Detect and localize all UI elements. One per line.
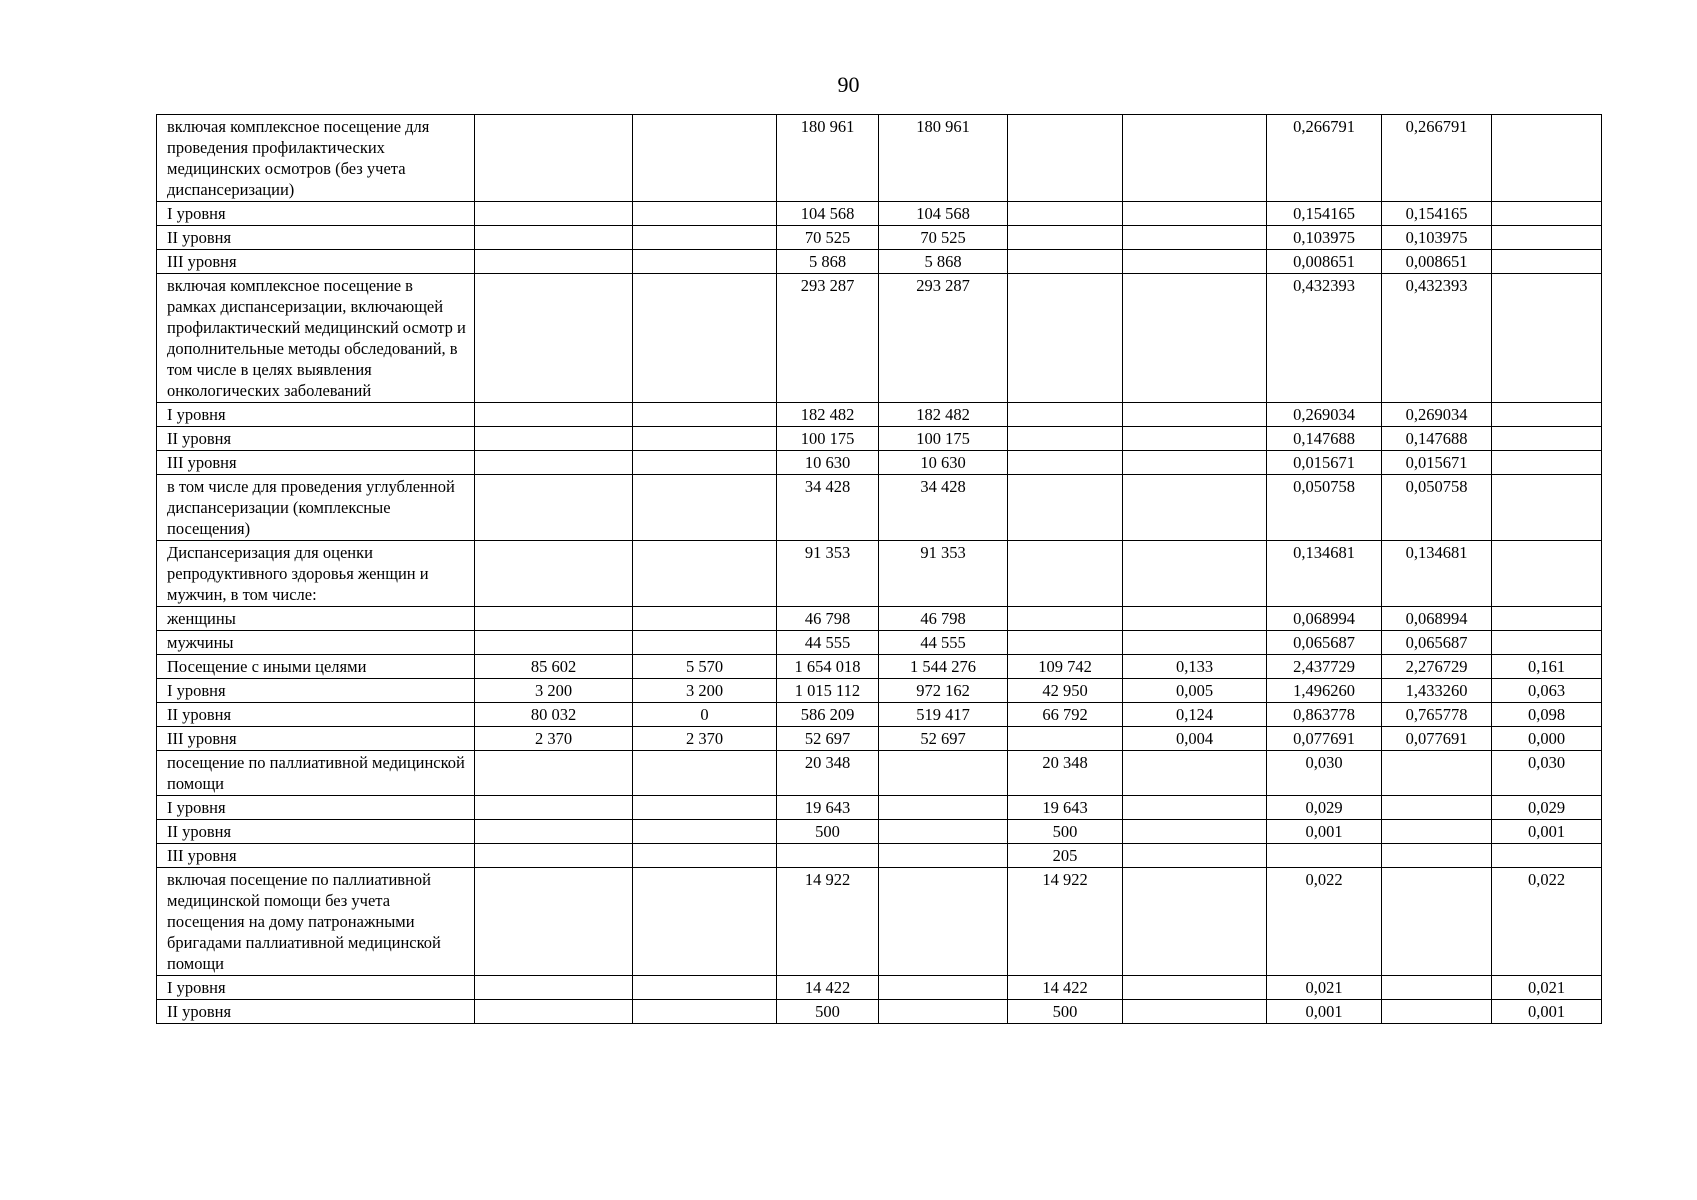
table-cell	[1492, 427, 1602, 451]
table-cell: 3 200	[475, 679, 633, 703]
table-cell: 0,050758	[1382, 475, 1492, 541]
table-cell: 2,276729	[1382, 655, 1492, 679]
table-cell	[879, 751, 1008, 796]
table-cell	[1008, 607, 1123, 631]
table-cell: 0	[633, 703, 777, 727]
table-cell	[633, 274, 777, 403]
table-cell: 0,030	[1267, 751, 1382, 796]
table-body	[157, 115, 1602, 1024]
table-cell	[633, 202, 777, 226]
row-label: I уровня	[157, 679, 475, 703]
table-cell: 0,008651	[1267, 250, 1382, 274]
table-cell: 0,133	[1123, 655, 1267, 679]
table-cell: 0,001	[1492, 1000, 1602, 1024]
table-row	[157, 976, 1602, 1000]
table-cell	[475, 820, 633, 844]
data-table	[156, 114, 1602, 1024]
table-row	[157, 274, 1602, 403]
table-cell	[633, 226, 777, 250]
table-cell	[1008, 541, 1123, 607]
table-cell	[1123, 631, 1267, 655]
table-cell	[1123, 115, 1267, 202]
table-cell: 14 422	[777, 976, 879, 1000]
table-row	[157, 451, 1602, 475]
table-row	[157, 1000, 1602, 1024]
table-row	[157, 844, 1602, 868]
table-cell: 0,022	[1267, 868, 1382, 976]
table-cell: 0,021	[1267, 976, 1382, 1000]
table-cell	[879, 1000, 1008, 1024]
table-cell	[633, 541, 777, 607]
table-cell	[1008, 250, 1123, 274]
table-cell	[1123, 1000, 1267, 1024]
table-cell	[879, 976, 1008, 1000]
table-cell	[475, 427, 633, 451]
table-cell: 14 922	[1008, 868, 1123, 976]
table-cell	[475, 1000, 633, 1024]
row-label: мужчины	[157, 631, 475, 655]
table-cell	[1492, 226, 1602, 250]
table-cell: 500	[1008, 1000, 1123, 1024]
table-cell	[1492, 607, 1602, 631]
table-cell: 0,050758	[1267, 475, 1382, 541]
table-cell: 5 570	[633, 655, 777, 679]
table-cell	[1008, 427, 1123, 451]
table-cell: 0,134681	[1267, 541, 1382, 607]
table-cell	[1492, 115, 1602, 202]
table-cell: 20 348	[777, 751, 879, 796]
row-label: II уровня	[157, 427, 475, 451]
row-label: I уровня	[157, 403, 475, 427]
table-row	[157, 751, 1602, 796]
table-cell: 0,030	[1492, 751, 1602, 796]
table-cell: 80 032	[475, 703, 633, 727]
table-cell	[633, 115, 777, 202]
table-cell: 0,015671	[1267, 451, 1382, 475]
table-cell	[633, 868, 777, 976]
table-cell: 0,077691	[1267, 727, 1382, 751]
table-cell: 44 555	[777, 631, 879, 655]
table-cell	[475, 451, 633, 475]
table-cell	[633, 403, 777, 427]
table-cell: 0,004	[1123, 727, 1267, 751]
table-cell: 100 175	[879, 427, 1008, 451]
table-cell: 180 961	[777, 115, 879, 202]
table-cell	[1008, 727, 1123, 751]
table-row	[157, 727, 1602, 751]
row-label: II уровня	[157, 1000, 475, 1024]
table-cell	[1492, 202, 1602, 226]
table-cell: 19 643	[1008, 796, 1123, 820]
table-cell	[475, 115, 633, 202]
row-label: включая комплексное посещение в рамках диспансеризации, включающей профилактический медицинский осмотр и дополнительные методы обследований, в том числе в целях выявления онкологических заболеваний	[157, 274, 475, 403]
table-cell: 293 287	[777, 274, 879, 403]
table-row	[157, 115, 1602, 202]
table-cell: 0,154165	[1267, 202, 1382, 226]
table-row	[157, 607, 1602, 631]
row-label: включая комплексное посещение для проведения профилактических медицинских осмотров (без учета диспансеризации)	[157, 115, 475, 202]
table-cell	[1123, 427, 1267, 451]
table-cell: 500	[777, 820, 879, 844]
table-cell: 0,029	[1267, 796, 1382, 820]
table-cell	[475, 202, 633, 226]
table-cell: 0,134681	[1382, 541, 1492, 607]
table-cell	[1492, 403, 1602, 427]
table-cell	[475, 844, 633, 868]
table-cell: 85 602	[475, 655, 633, 679]
row-label: в том числе для проведения углубленной диспансеризации (комплексные посещения)	[157, 475, 475, 541]
table-cell	[1382, 820, 1492, 844]
table-cell: 42 950	[1008, 679, 1123, 703]
table-cell: 1 544 276	[879, 655, 1008, 679]
table-cell: 0,103975	[1382, 226, 1492, 250]
table-cell	[1123, 751, 1267, 796]
table-row	[157, 202, 1602, 226]
table-cell: 0,000	[1492, 727, 1602, 751]
table-cell: 586 209	[777, 703, 879, 727]
table-row	[157, 427, 1602, 451]
row-label: II уровня	[157, 703, 475, 727]
row-label: Посещение с иными целями	[157, 655, 475, 679]
table-cell	[633, 607, 777, 631]
table-cell	[1008, 475, 1123, 541]
table-cell	[1123, 844, 1267, 868]
table-cell: 0,001	[1492, 820, 1602, 844]
row-label: III уровня	[157, 451, 475, 475]
table-cell: 0,124	[1123, 703, 1267, 727]
table-cell: 3 200	[633, 679, 777, 703]
table-cell	[1492, 274, 1602, 403]
table-cell	[1382, 751, 1492, 796]
table-cell	[1008, 115, 1123, 202]
table-cell	[475, 250, 633, 274]
table-cell: 66 792	[1008, 703, 1123, 727]
table-cell: 104 568	[879, 202, 1008, 226]
table-cell	[1492, 475, 1602, 541]
table-cell: 52 697	[879, 727, 1008, 751]
table-cell: 0,154165	[1382, 202, 1492, 226]
table-cell: 52 697	[777, 727, 879, 751]
table-cell: 14 422	[1008, 976, 1123, 1000]
table-cell: 1,496260	[1267, 679, 1382, 703]
table-cell	[475, 796, 633, 820]
table-cell	[475, 976, 633, 1000]
table-cell	[1123, 868, 1267, 976]
table-cell: 0,065687	[1267, 631, 1382, 655]
table-cell	[633, 451, 777, 475]
table-cell	[1123, 475, 1267, 541]
table-cell: 1,433260	[1382, 679, 1492, 703]
table-cell: 5 868	[879, 250, 1008, 274]
table-cell	[1008, 403, 1123, 427]
table-cell	[1382, 1000, 1492, 1024]
table-cell: 0,068994	[1382, 607, 1492, 631]
table-row	[157, 403, 1602, 427]
table-cell: 0,269034	[1382, 403, 1492, 427]
table-cell: 0,269034	[1267, 403, 1382, 427]
table-cell: 34 428	[879, 475, 1008, 541]
table-cell	[633, 844, 777, 868]
table-cell: 0,266791	[1267, 115, 1382, 202]
table-cell: 14 922	[777, 868, 879, 976]
table-cell	[1123, 250, 1267, 274]
table-cell: 0,765778	[1382, 703, 1492, 727]
table-row	[157, 868, 1602, 976]
table-cell	[633, 631, 777, 655]
table-cell	[633, 976, 777, 1000]
table-cell	[1123, 607, 1267, 631]
table-cell: 109 742	[1008, 655, 1123, 679]
table-cell: 100 175	[777, 427, 879, 451]
table-cell: 0,065687	[1382, 631, 1492, 655]
table-cell	[1008, 202, 1123, 226]
table-cell	[879, 868, 1008, 976]
table-cell: 0,098	[1492, 703, 1602, 727]
table-cell	[475, 226, 633, 250]
row-label: III уровня	[157, 844, 475, 868]
table-cell: 0,147688	[1382, 427, 1492, 451]
table-cell	[1123, 202, 1267, 226]
table-cell: 2,437729	[1267, 655, 1382, 679]
table-cell	[633, 796, 777, 820]
table-row	[157, 541, 1602, 607]
table-cell: 182 482	[777, 403, 879, 427]
table-row	[157, 703, 1602, 727]
table-cell: 180 961	[879, 115, 1008, 202]
table-cell	[1123, 451, 1267, 475]
table-cell	[1267, 844, 1382, 868]
table-cell	[1008, 226, 1123, 250]
table-cell: 0,068994	[1267, 607, 1382, 631]
table-cell	[1123, 796, 1267, 820]
table-cell: 0,266791	[1382, 115, 1492, 202]
row-label: Диспансеризация для оценки репродуктивного здоровья женщин и мужчин, в том числе:	[157, 541, 475, 607]
table-cell	[475, 868, 633, 976]
table-cell	[1492, 451, 1602, 475]
table-cell	[879, 844, 1008, 868]
table-cell: 10 630	[879, 451, 1008, 475]
table-cell: 0,008651	[1382, 250, 1492, 274]
table-cell	[1123, 541, 1267, 607]
table-cell: 2 370	[633, 727, 777, 751]
table-row	[157, 631, 1602, 655]
table-cell: 0,161	[1492, 655, 1602, 679]
table-cell: 0,432393	[1382, 274, 1492, 403]
table-cell	[1123, 976, 1267, 1000]
table-cell	[475, 274, 633, 403]
table-cell	[475, 403, 633, 427]
table-cell: 1 015 112	[777, 679, 879, 703]
table-cell	[1123, 226, 1267, 250]
table-cell: 1 654 018	[777, 655, 879, 679]
table-row	[157, 679, 1602, 703]
table-cell	[1492, 541, 1602, 607]
table-cell	[1382, 976, 1492, 1000]
table-cell: 500	[777, 1000, 879, 1024]
table-cell: 0,015671	[1382, 451, 1492, 475]
table-cell	[1382, 844, 1492, 868]
table-cell: 2 370	[475, 727, 633, 751]
table-cell	[475, 607, 633, 631]
table-cell	[475, 631, 633, 655]
table-cell: 70 525	[879, 226, 1008, 250]
table-row	[157, 250, 1602, 274]
row-label: III уровня	[157, 727, 475, 751]
table-row	[157, 475, 1602, 541]
row-label: III уровня	[157, 250, 475, 274]
table-cell	[1008, 451, 1123, 475]
table-cell	[633, 250, 777, 274]
table-cell	[777, 844, 879, 868]
table-cell: 0,432393	[1267, 274, 1382, 403]
table-cell: 519 417	[879, 703, 1008, 727]
table-cell: 500	[1008, 820, 1123, 844]
table-cell	[633, 427, 777, 451]
table-cell: 972 162	[879, 679, 1008, 703]
table-cell	[633, 475, 777, 541]
table-cell: 0,001	[1267, 1000, 1382, 1024]
table-cell	[1008, 274, 1123, 403]
table-row	[157, 226, 1602, 250]
table-cell	[1382, 796, 1492, 820]
table-cell: 20 348	[1008, 751, 1123, 796]
table-cell: 46 798	[777, 607, 879, 631]
table-cell: 0,005	[1123, 679, 1267, 703]
table-cell	[475, 541, 633, 607]
row-label: II уровня	[157, 820, 475, 844]
row-label: I уровня	[157, 796, 475, 820]
table-cell	[633, 751, 777, 796]
table-cell	[879, 820, 1008, 844]
table-cell: 0,001	[1267, 820, 1382, 844]
table-cell: 104 568	[777, 202, 879, 226]
table-cell	[1123, 403, 1267, 427]
table-cell: 91 353	[777, 541, 879, 607]
table-cell: 0,063	[1492, 679, 1602, 703]
table-cell: 182 482	[879, 403, 1008, 427]
row-label: II уровня	[157, 226, 475, 250]
table-cell: 0,147688	[1267, 427, 1382, 451]
row-label: I уровня	[157, 976, 475, 1000]
table-cell	[879, 796, 1008, 820]
table-cell: 0,103975	[1267, 226, 1382, 250]
table-cell: 19 643	[777, 796, 879, 820]
page-number: 90	[837, 72, 860, 97]
table-row	[157, 796, 1602, 820]
table-cell: 91 353	[879, 541, 1008, 607]
table-row	[157, 820, 1602, 844]
table-cell: 0,863778	[1267, 703, 1382, 727]
table-cell	[1492, 250, 1602, 274]
table-cell: 205	[1008, 844, 1123, 868]
table-cell: 70 525	[777, 226, 879, 250]
table-cell: 0,022	[1492, 868, 1602, 976]
table-cell	[633, 820, 777, 844]
table-cell: 46 798	[879, 607, 1008, 631]
table-cell: 5 868	[777, 250, 879, 274]
row-label: женщины	[157, 607, 475, 631]
table-cell: 0,021	[1492, 976, 1602, 1000]
row-label: посещение по паллиативной медицинской помощи	[157, 751, 475, 796]
table-cell: 293 287	[879, 274, 1008, 403]
table-cell	[1492, 844, 1602, 868]
table-cell	[1008, 631, 1123, 655]
table-cell	[1123, 820, 1267, 844]
table-cell	[475, 751, 633, 796]
table-cell	[1382, 868, 1492, 976]
table-cell: 0,029	[1492, 796, 1602, 820]
row-label: включая посещение по паллиативной медицинской помощи без учета посещения на дому патронажными бригадами паллиативной медицинской помощи	[157, 868, 475, 976]
row-label: I уровня	[157, 202, 475, 226]
table-cell: 0,077691	[1382, 727, 1492, 751]
table-cell: 10 630	[777, 451, 879, 475]
table-cell	[1492, 631, 1602, 655]
table-cell	[475, 475, 633, 541]
table-cell: 34 428	[777, 475, 879, 541]
table-cell	[1123, 274, 1267, 403]
table-cell: 44 555	[879, 631, 1008, 655]
table-row	[157, 655, 1602, 679]
table-cell	[633, 1000, 777, 1024]
